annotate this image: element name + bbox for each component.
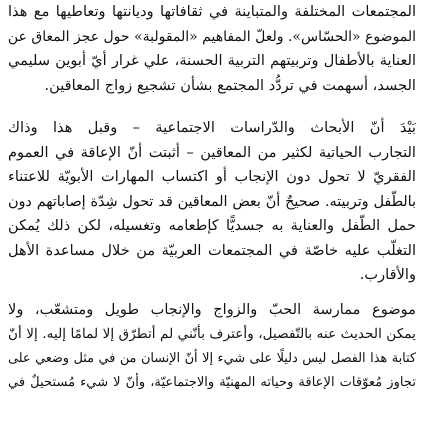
paragraph-3 xyxy=(8,298,416,396)
text-line: التغلّب عليه خاصّة في المجتمعات العربيّة من خلال مساعدة الأهل xyxy=(8,241,416,259)
text-line: المجتمعات المختلفة والمتباينة في ثقافاتها وديانتها وتعاطيها مع هذا xyxy=(8,3,416,20)
text-line: العناية بالأطفال وتربيتهم التربية الحسنة، علي غرار أيّ أبوين سليمي xyxy=(8,52,416,69)
text-line: موضوع ممارسة الحبّ والزواج والإنجاب طويل ومتشعّب، ولا xyxy=(8,300,416,318)
paragraph-2 xyxy=(8,116,416,288)
text-line: يمكن الحديث عنه بالتّفصيل، وأعترف بأنّني لم أتطرّق إلا لمامًا إليه. إلا أنّ xyxy=(8,326,416,342)
paragraph-gap xyxy=(8,288,416,298)
paragraph-gap xyxy=(8,98,416,116)
text-line: والأقارب. xyxy=(359,266,416,283)
text-line: حمل الطّفل والعناية به جسديًّا كإطعامه وتغسيله، لكن ذلك يُمكن xyxy=(8,217,416,234)
text-line: كتابة هذا الفصل ليس دليلًا على شيء إلا أنّ الإنسان من في مثل وضعي على xyxy=(8,350,416,366)
text-line: الموضوع «الحسّاس». ولعلّ المفاهيم «المقولبة» حول عجز المعاق عن xyxy=(8,28,416,45)
paragraph-1 xyxy=(8,0,416,98)
text-line: بَيْدَ أنّ الأبحاث والدّراسات الاجتماعية – وقبل هذا وذاك xyxy=(8,119,416,136)
text-line: الفقريّ لا تحول دون الإنجاب أو اكتساب المهارات الأبويّة للاعتناء xyxy=(8,168,416,185)
text-line: التجارب الحياتية لكثير من المعاقين – أثبتت أنّ الإعاقة في العموم xyxy=(8,143,416,161)
text-line: بالطّفل وتربيته. صحيحٌ أنّ بعض المعاقين قد تحول شِدّة إصاباتهم دون xyxy=(8,193,416,210)
text-line: الجسد، أسهمت في تردُّد المجتمع بشأن تشجيع زواج المعاقين. xyxy=(44,76,416,94)
text-line: تجاوز مُعوّقات الإعاقة وحياته المهنيّة والاجتماعيّة، وأنّ لا شيء مُستحيلٌ في xyxy=(8,375,416,390)
